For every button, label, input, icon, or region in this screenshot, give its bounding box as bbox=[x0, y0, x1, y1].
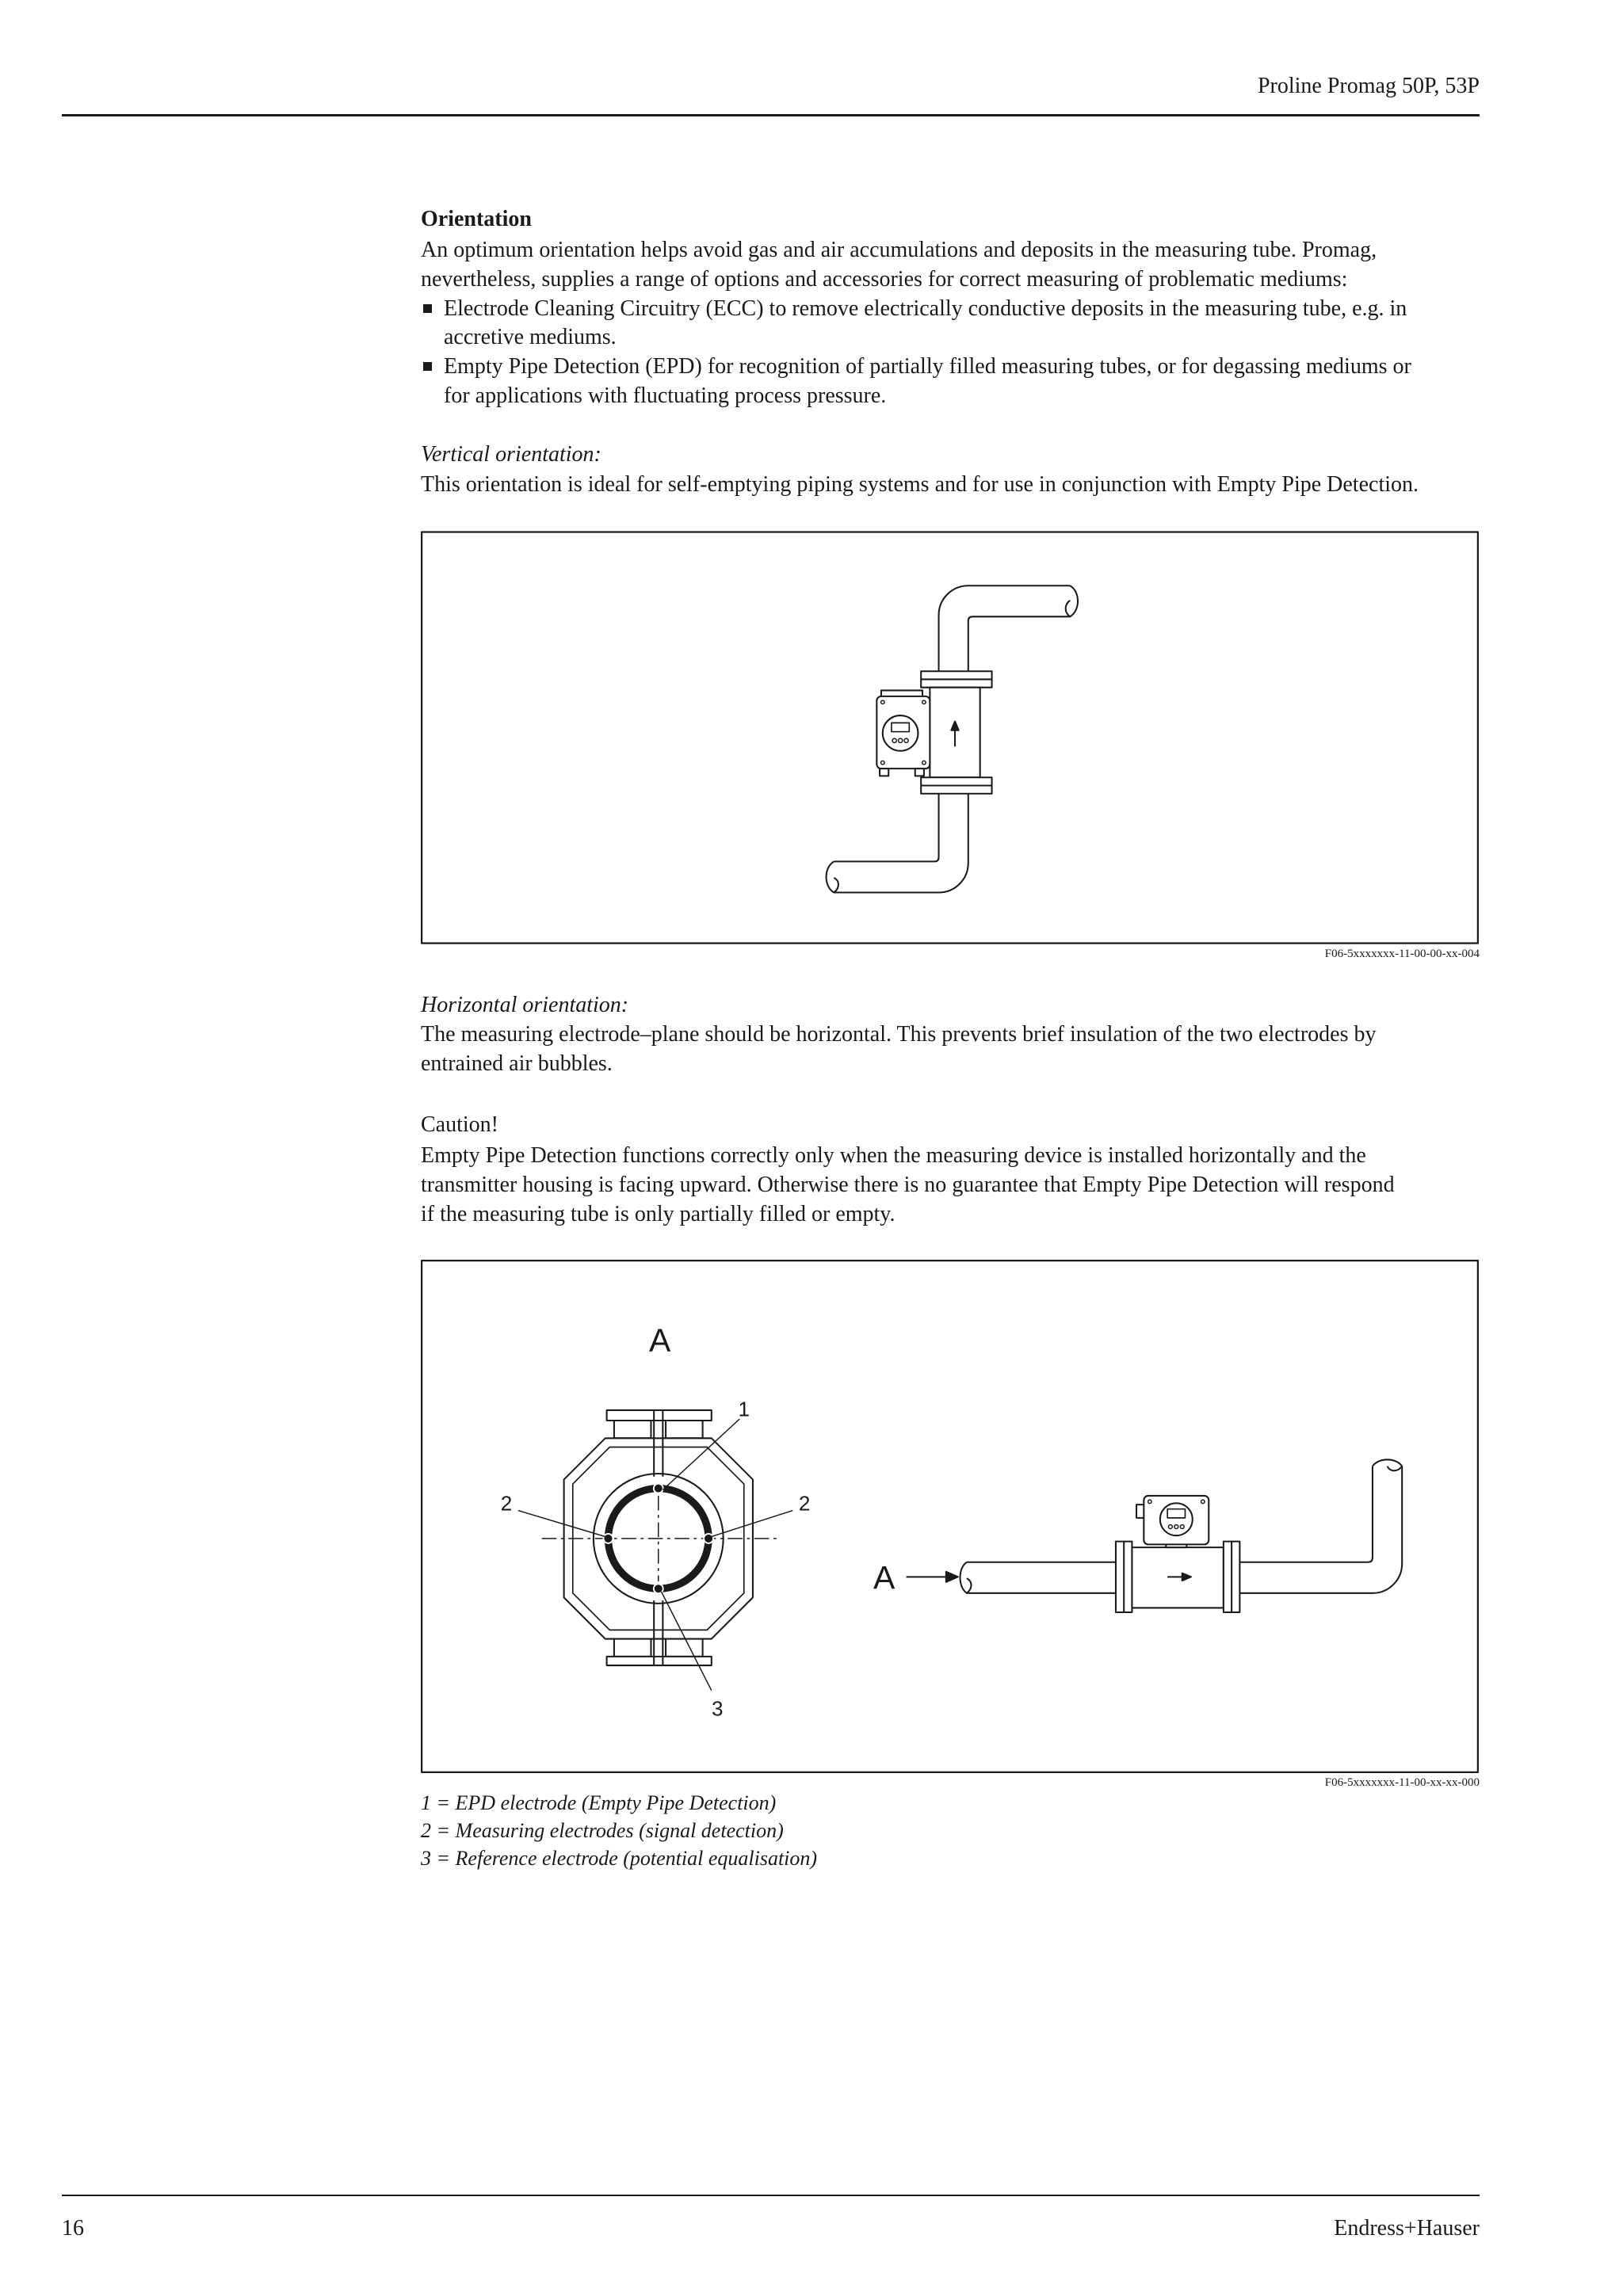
vertical-orientation-figure bbox=[421, 531, 1479, 944]
horizontal-orientation-line: entrained air bubbles. bbox=[421, 1051, 613, 1076]
cable-gland bbox=[915, 769, 924, 776]
legend-item: 3 = Reference electrode (potential equalisation) bbox=[421, 1847, 818, 1870]
caution-label: Caution! bbox=[421, 1112, 498, 1137]
view-arrow-label: A bbox=[873, 1559, 896, 1596]
horizontal-orientation-figure bbox=[421, 1260, 1479, 1773]
top-tab bbox=[614, 1421, 651, 1438]
lower-flange bbox=[921, 777, 991, 793]
caution-line: if the measuring tube is only partially filled or empty. bbox=[421, 1202, 896, 1226]
callout-label: 3 bbox=[711, 1696, 724, 1721]
upper-flange bbox=[921, 671, 991, 687]
bullet-line: for applications with fluctuating process pressure. bbox=[444, 383, 887, 408]
callout-label: 2 bbox=[798, 1491, 811, 1516]
intro-line: An optimum orientation helps avoid gas and air accumulations and deposits in the measuring tube. Promag, bbox=[421, 238, 1377, 262]
caution-line: Empty Pipe Detection functions correctly only when the measuring device is installed horizontally and the bbox=[421, 1143, 1366, 1168]
vertical-orientation-heading: Vertical orientation: bbox=[421, 442, 601, 467]
transmitter-housing bbox=[876, 690, 930, 776]
header-rule bbox=[62, 114, 1480, 116]
bullet-line: accretive mediums. bbox=[444, 325, 617, 349]
bottom-cap bbox=[607, 1657, 712, 1665]
legend-item: 2 = Measuring electrodes (signal detection) bbox=[421, 1819, 784, 1842]
bullet-line: Electrode Cleaning Circuitry (ECC) to remove electrically conductive deposits in the measuring tube, e.g. in bbox=[444, 296, 1407, 321]
bullet-icon bbox=[423, 362, 432, 371]
callout-label: 2 bbox=[500, 1491, 513, 1516]
inlet-flange bbox=[1116, 1542, 1132, 1612]
measuring-electrode-icon bbox=[704, 1534, 713, 1543]
epd-electrode-icon bbox=[654, 1484, 663, 1493]
transmitter-housing bbox=[1136, 1496, 1209, 1547]
outlet-flange bbox=[1224, 1542, 1239, 1612]
horizontal-orientation-diagram bbox=[421, 1260, 1479, 1773]
vertical-orientation-diagram bbox=[421, 531, 1479, 944]
cable-gland bbox=[880, 769, 888, 776]
bottom-tab bbox=[614, 1639, 651, 1657]
caution-line: transmitter housing is facing upward. Otherwise there is no guarantee that Empty Pipe Detection will respond bbox=[421, 1173, 1395, 1197]
legend-item: 1 = EPD electrode (Empty Pipe Detection) bbox=[421, 1791, 777, 1814]
header-title: Proline Promag 50P, 53P bbox=[1257, 74, 1480, 98]
figure-code: F06-5xxxxxxx-11-00-xx-xx-000 bbox=[1324, 1776, 1480, 1789]
view-label: A bbox=[648, 1322, 671, 1359]
callout-label: 1 bbox=[738, 1397, 750, 1421]
intro-line: nevertheless, supplies a range of options and accessories for correct measuring of problematic mediums: bbox=[421, 267, 1348, 292]
section-heading: Orientation bbox=[421, 207, 532, 231]
footer-brand: Endress+Hauser bbox=[1334, 2216, 1480, 2241]
top-cap bbox=[607, 1410, 712, 1421]
horizontal-orientation-line: The measuring electrode–plane should be horizontal. This prevents brief insulation of the two electrodes by bbox=[421, 1022, 1377, 1047]
bottom-tab bbox=[666, 1639, 703, 1657]
footer-rule bbox=[62, 2195, 1480, 2196]
measuring-electrode-icon bbox=[604, 1534, 613, 1543]
page-number: 16 bbox=[62, 2216, 84, 2241]
display-cover bbox=[883, 715, 918, 751]
bullet-icon bbox=[423, 304, 432, 313]
horizontal-orientation-heading: Horizontal orientation: bbox=[421, 993, 629, 1017]
vertical-orientation-text: This orientation is ideal for self-emptying piping systems and for use in conjunction with Empty Pipe Detection. bbox=[421, 472, 1419, 497]
bullet-line: Empty Pipe Detection (EPD) for recognition of partially filled measuring tubes, or for degassing mediums or bbox=[444, 354, 1411, 379]
display-cover bbox=[1160, 1503, 1193, 1535]
figure-code: F06-5xxxxxxx-11-00-00-xx-004 bbox=[1324, 948, 1480, 960]
top-tab bbox=[666, 1421, 703, 1438]
